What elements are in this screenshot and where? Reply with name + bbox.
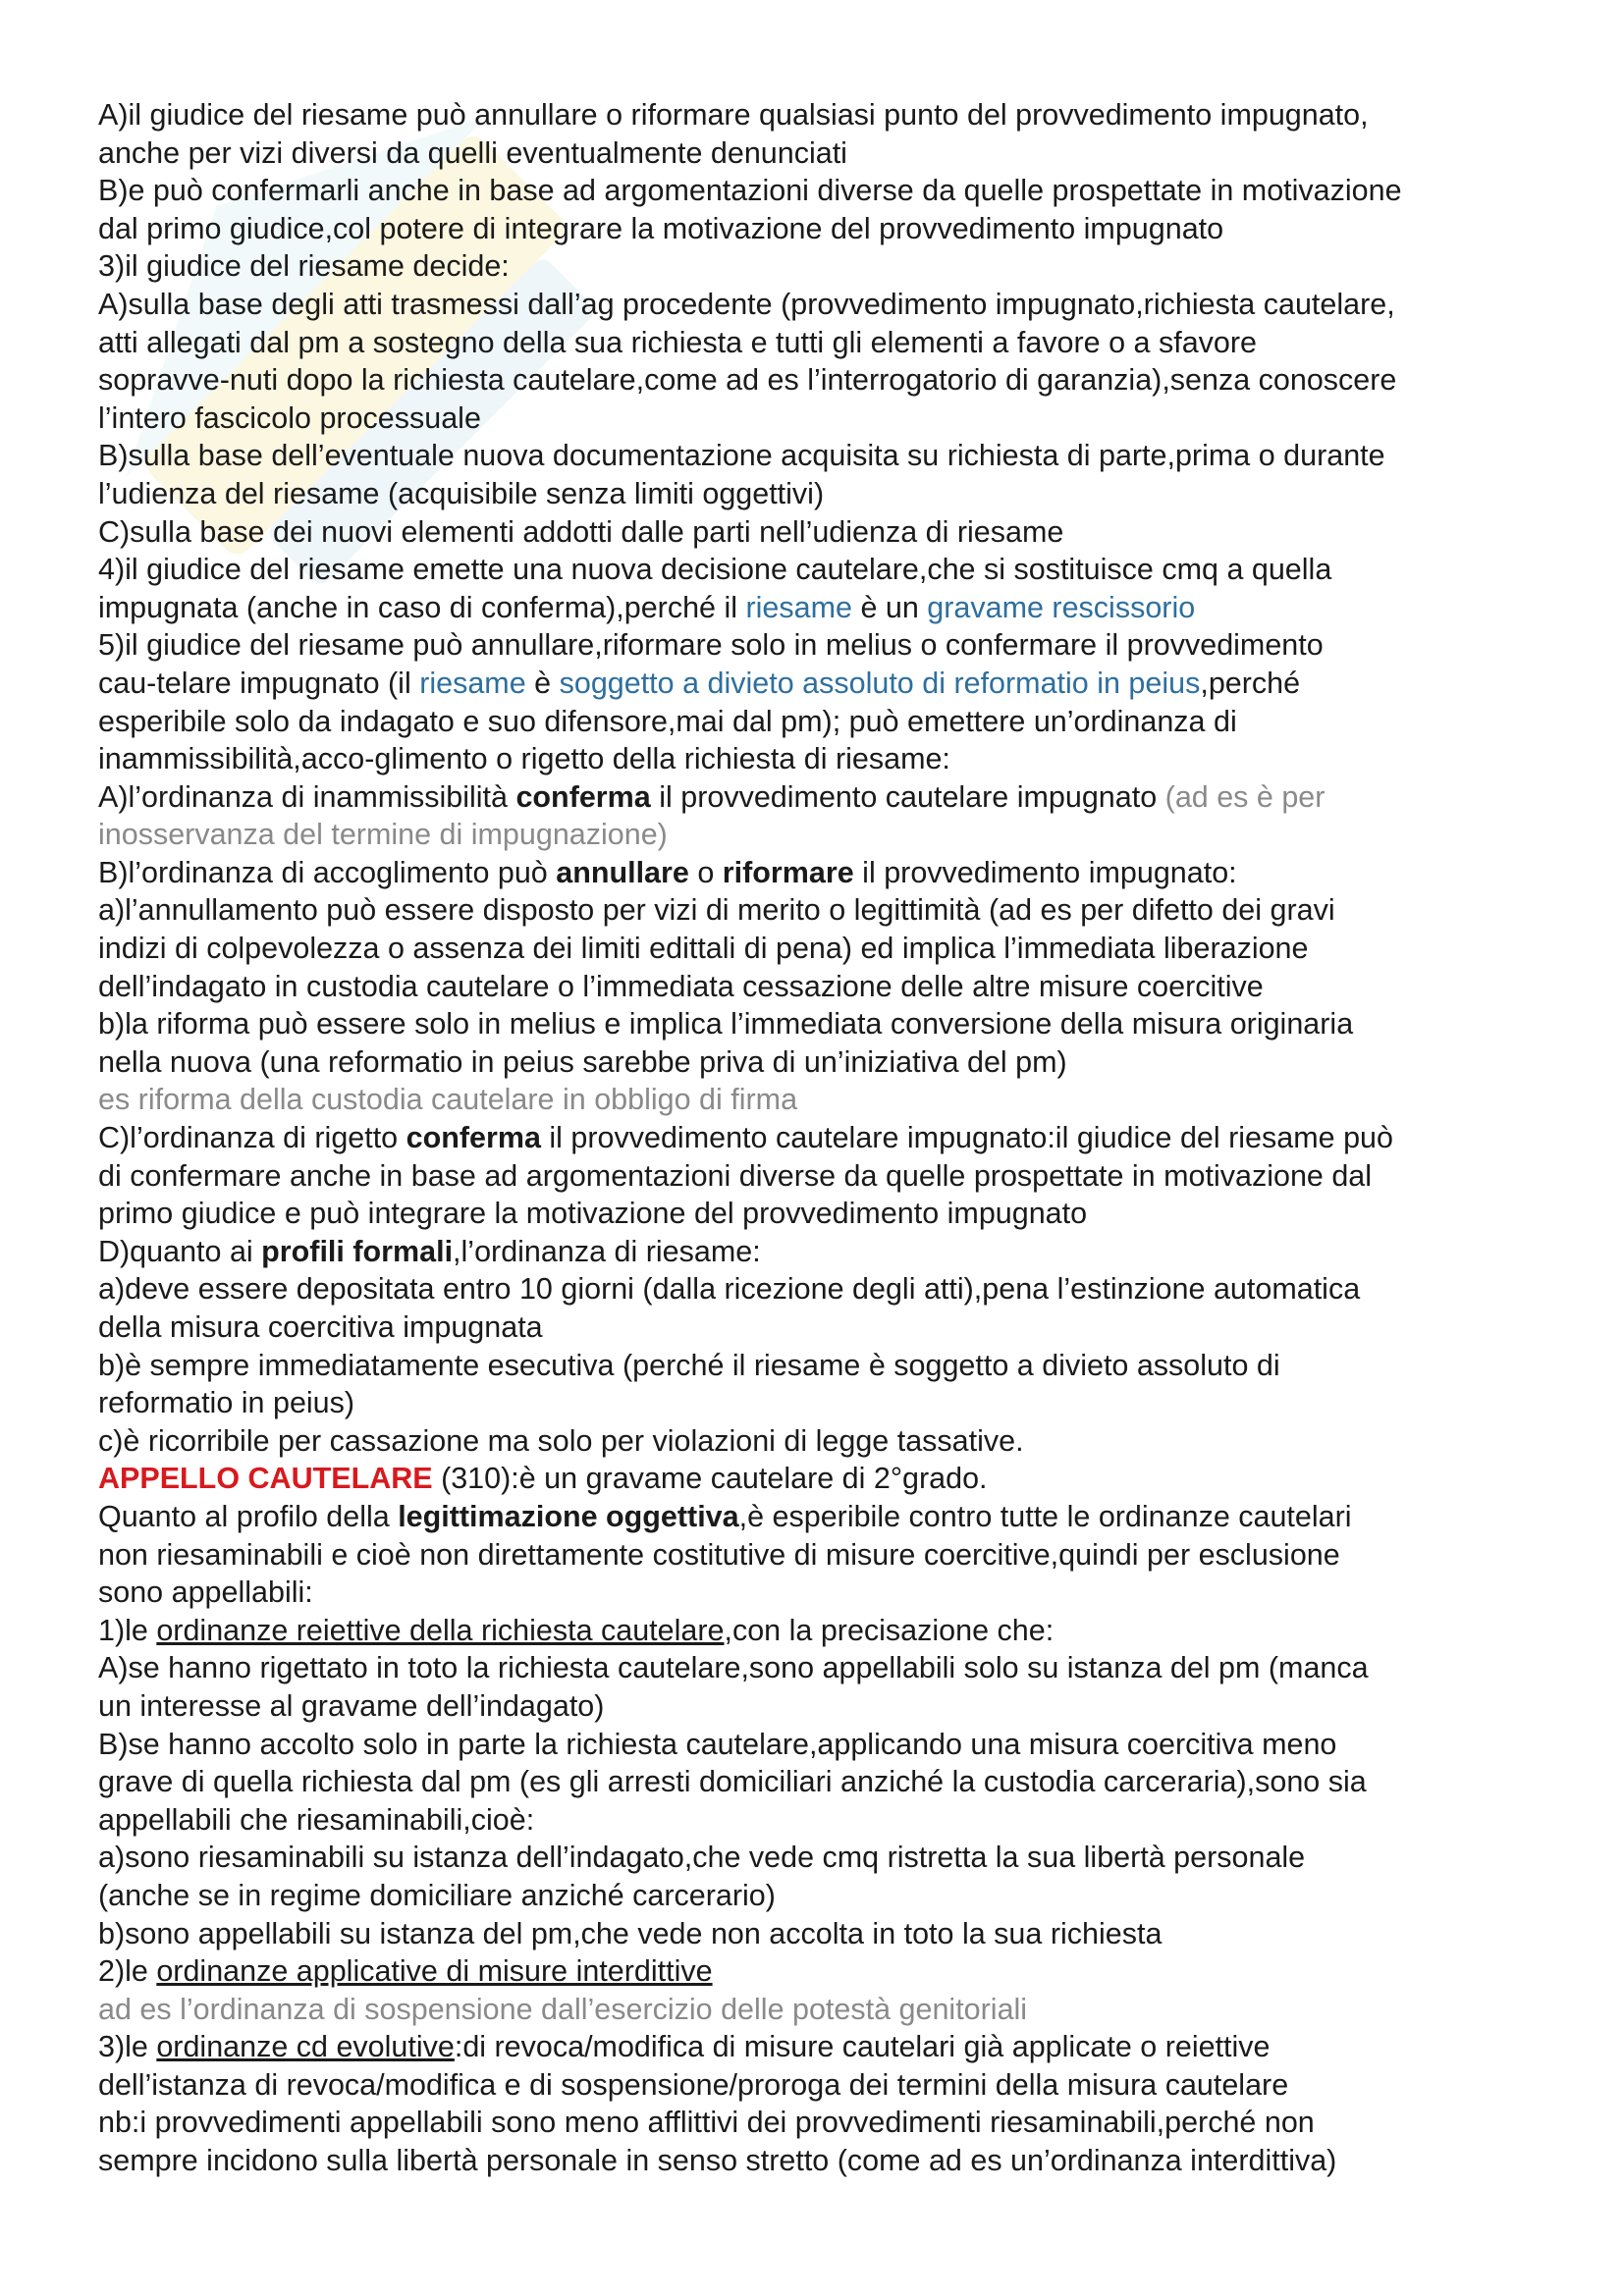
text-segment: C)sulla base dei nuovi elementi addotti dalle parti nell’udienza di riesame [98,514,1064,549]
text-line [98,475,1551,513]
text-segment: 4)il giudice del riesame emette una nuova decisione cautelare,che si sostituisce cmq a quella [98,553,1332,587]
text-segment: primo giudice e può integrare la motivazione del provvedimento impugnato [98,1197,1088,1231]
text-segment: nella nuova (una reformatio in peius sarebbe priva di un’iniziativa del pm) [98,1044,1067,1079]
text-segment: 2)le [98,1954,157,1989]
text-segment: non riesaminabili e cioè non direttamente costitutive di misure coercitive,quindi per esclusione [98,1537,1340,1572]
text-segment: C)l’ordinanza di rigetto [98,1121,406,1155]
text-line [98,1157,1551,1196]
text-segment: o [688,855,723,889]
text-segment: b)la riforma può essere solo in melius e implica l’immediata conversione della misura originaria [98,1007,1354,1041]
text-line [98,247,1551,286]
text-line [98,703,1551,741]
text-line [98,96,1551,134]
text-line [98,1384,1551,1422]
text-segment: l’intero fascicolo processuale [98,400,481,435]
highlight-term: riesame [745,590,852,624]
text-line [98,968,1551,1006]
text-line [98,1081,1551,1119]
text-line [98,1952,1551,1991]
text-segment: :di revoca/modifica di misure cautelari già applicate o reiettive [454,2030,1271,2064]
highlight-term: gravame rescissorio [927,590,1196,624]
text-line [98,1347,1551,1385]
text-line [98,1195,1551,1233]
text-segment: atti allegati dal pm a sostegno della sua richiesta e tutti gli elementi a favore o a sfavore [98,325,1257,359]
text-segment: è [525,666,560,700]
text-segment: il provvedimento cautelare impugnato [650,779,1165,814]
text-segment: ,perché [1200,666,1301,700]
text-segment: 3)le [98,2030,157,2064]
highlight-term: riesame [419,666,526,700]
text-segment: c)è ricorribile per cassazione ma solo per violazioni di legge tassative. [98,1423,1024,1458]
text-line [98,589,1551,627]
text-line [98,1233,1551,1271]
text-line [98,172,1551,210]
text-line [98,1726,1551,1764]
underlined-term: ordinanze applicative di misure interdittive [156,1954,713,1989]
text-line [98,1612,1551,1650]
text-segment: b)è sempre immediatamente esecutiva (perché il riesame è soggetto a divieto assoluto di [98,1348,1280,1382]
text-segment: ,l’ordinanza di riesame: [453,1234,761,1268]
text-segment: il provvedimento impugnato: [853,855,1237,889]
example-note: es riforma della custodia cautelare in obbligo di firma [98,1083,798,1117]
text-segment: A)il giudice del riesame può annullare o riformare qualsiasi punto del provvedimento impugnato, [98,98,1369,132]
text-segment: cau-telare impugnato (il [98,666,420,700]
text-segment: Quanto al profilo della [98,1499,399,1533]
text-line [98,626,1551,665]
text-segment: appellabili che riesaminabili,cioè: [98,1802,535,1837]
text-segment: D)quanto ai [98,1234,262,1268]
bold-term: riformare [722,855,854,889]
text-segment: è un [851,590,928,624]
text-line [98,1498,1551,1536]
text-segment: B)l’ordinanza di accoglimento può [98,855,557,889]
text-segment: un interesse al gravame dell’indagato) [98,1688,605,1723]
section-heading: APPELLO CAUTELARE [98,1462,433,1496]
text-line [98,1649,1551,1687]
text-segment: A)l’ordinanza di inammissibilità [98,779,516,814]
text-segment: B)e può confermarli anche in base ad argomentazioni diverse da quelle prospettate in motivazione [98,174,1402,208]
text-line [98,134,1551,173]
underlined-term: ordinanze cd evolutive [156,2030,455,2064]
text-segment: impugnata (anche in caso di conferma),perché il [98,590,746,624]
text-line [98,1763,1551,1801]
text-line [98,513,1551,552]
text-segment: (anche se in regime domiciliare anziché carcerario) [98,1878,776,1912]
text-segment: l’udienza del riesame (acquisibile senza limiti oggettivi) [98,476,825,510]
text-line [98,1422,1551,1461]
text-segment: sopravve-nuti dopo la richiesta cautelare,come ad es l’interrogatorio di garanzia),senza conoscere [98,363,1397,398]
text-line [98,2142,1551,2180]
text-line [98,1877,1551,1915]
example-note: inosservanza del termine di impugnazione) [98,818,668,852]
text-line [98,891,1551,930]
text-line [98,1687,1551,1726]
bold-term: legittimazione oggettiva [398,1499,739,1533]
document-body [98,96,1551,2180]
text-segment: sempre incidono sulla libertà personale in senso stretto (come ad es un’ordinanza interdittiva) [98,2144,1337,2178]
text-segment: il provvedimento cautelare impugnato:il giudice del riesame può [540,1121,1393,1155]
underlined-term: ordinanze reiettive della richiesta cautelare [156,1613,725,1647]
text-segment: inammissibilità,acco-glimento o rigetto della richiesta di riesame: [98,742,950,776]
text-line [98,2028,1551,2066]
text-segment: reformatio in peius) [98,1386,355,1420]
text-segment: 3)il giudice del riesame decide: [98,249,510,284]
text-segment: nb:i provvedimenti appellabili sono meno afflittivi dei provvedimenti riesaminabili,perché non [98,2106,1315,2140]
text-segment: a)sono riesaminabili su istanza dell’indagato,che vede cmq ristretta la sua libertà personale [98,1841,1306,1875]
text-segment: ,è esperibile contro tutte le ordinanze cautelari [738,1499,1352,1533]
text-line [98,665,1551,703]
text-line [98,286,1551,324]
text-segment: a)l’annullamento può essere disposto per vizi di merito o legittimità (ad es per difetto dei gravi [98,893,1335,928]
text-segment: indizi di colpevolezza o assenza dei limiti edittali di pena) ed implica l’immediata liberazione [98,932,1309,966]
text-line [98,1801,1551,1840]
text-segment: 5)il giudice del riesame può annullare,riformare solo in melius o confermare il provvedimento [98,628,1324,663]
text-segment: sono appellabili: [98,1575,313,1610]
text-line [98,1043,1551,1082]
text-line [98,1005,1551,1043]
text-line [98,1915,1551,1953]
text-line [98,1991,1551,2029]
text-line [98,1460,1551,1498]
text-segment: anche per vizi diversi da quelli eventualmente denunciati [98,135,847,170]
text-line [98,930,1551,968]
text-line [98,1119,1551,1157]
text-line [98,1574,1551,1612]
text-segment: 1)le [98,1613,157,1647]
text-segment: ,con la precisazione che: [724,1613,1055,1647]
text-line [98,210,1551,248]
text-line [98,1839,1551,1877]
text-line [98,324,1551,362]
text-line [98,361,1551,400]
text-segment: dal primo giudice,col potere di integrare la motivazione del provvedimento impugnato [98,211,1224,245]
text-line [98,2066,1551,2105]
example-note: ad es l’ordinanza di sospensione dall’esercizio delle potestà genitoriali [98,1992,1028,2026]
text-segment: dell’indagato in custodia cautelare o l’immediata cessazione delle altre misure coercitive [98,969,1264,1003]
bold-term: profili formali [261,1234,454,1268]
text-segment: grave di quella richiesta dal pm (es gli arresti domiciliari anziché la custodia carceraria),sono sia [98,1765,1367,1799]
bold-term: conferma [515,779,651,814]
text-line [98,400,1551,438]
text-line [98,854,1551,892]
text-line [98,551,1551,589]
text-segment: a)deve essere depositata entro 10 giorni (dalla ricezione degli atti),pena l’estinzione automatica [98,1272,1361,1307]
text-segment: della misura coercitiva impugnata [98,1310,543,1344]
text-line [98,437,1551,475]
text-line [98,1536,1551,1575]
text-line [98,1308,1551,1347]
bold-term: annullare [556,855,689,889]
bold-term: conferma [406,1121,541,1155]
text-line [98,816,1551,854]
text-segment: A)se hanno rigettato in toto la richiesta cautelare,sono appellabili solo su istanza del pm (manca [98,1651,1369,1685]
example-note: (ad es è per [1164,779,1325,814]
highlight-term: soggetto a divieto assoluto di reformatio in peius [559,666,1201,700]
text-segment: esperibile solo da indagato e suo difensore,mai dal pm); può emettere un’ordinanza di [98,704,1237,738]
text-segment: di confermare anche in base ad argomentazioni diverse da quelle prospettate in motivazione dal [98,1158,1373,1193]
text-line [98,1270,1551,1308]
text-segment: dell’istanza di revoca/modifica e di sospensione/proroga dei termini della misura cautelare [98,2067,1289,2102]
text-segment: A)sulla base degli atti trasmessi dall’ag procedente (provvedimento impugnato,richiesta cautelare, [98,287,1395,321]
text-line [98,778,1551,817]
text-segment: B)se hanno accolto solo in parte la richiesta cautelare,applicando una misura coercitiva meno [98,1727,1337,1761]
text-segment: B)sulla base dell’eventuale nuova documentazione acquisita su richiesta di parte,prima o durante [98,439,1385,473]
text-line [98,740,1551,778]
text-segment: b)sono appellabili su istanza del pm,che vede non accolta in toto la sua richiesta [98,1916,1163,1950]
text-line [98,2104,1551,2142]
text-segment: (310):è un gravame cautelare di 2°grado. [432,1462,988,1496]
